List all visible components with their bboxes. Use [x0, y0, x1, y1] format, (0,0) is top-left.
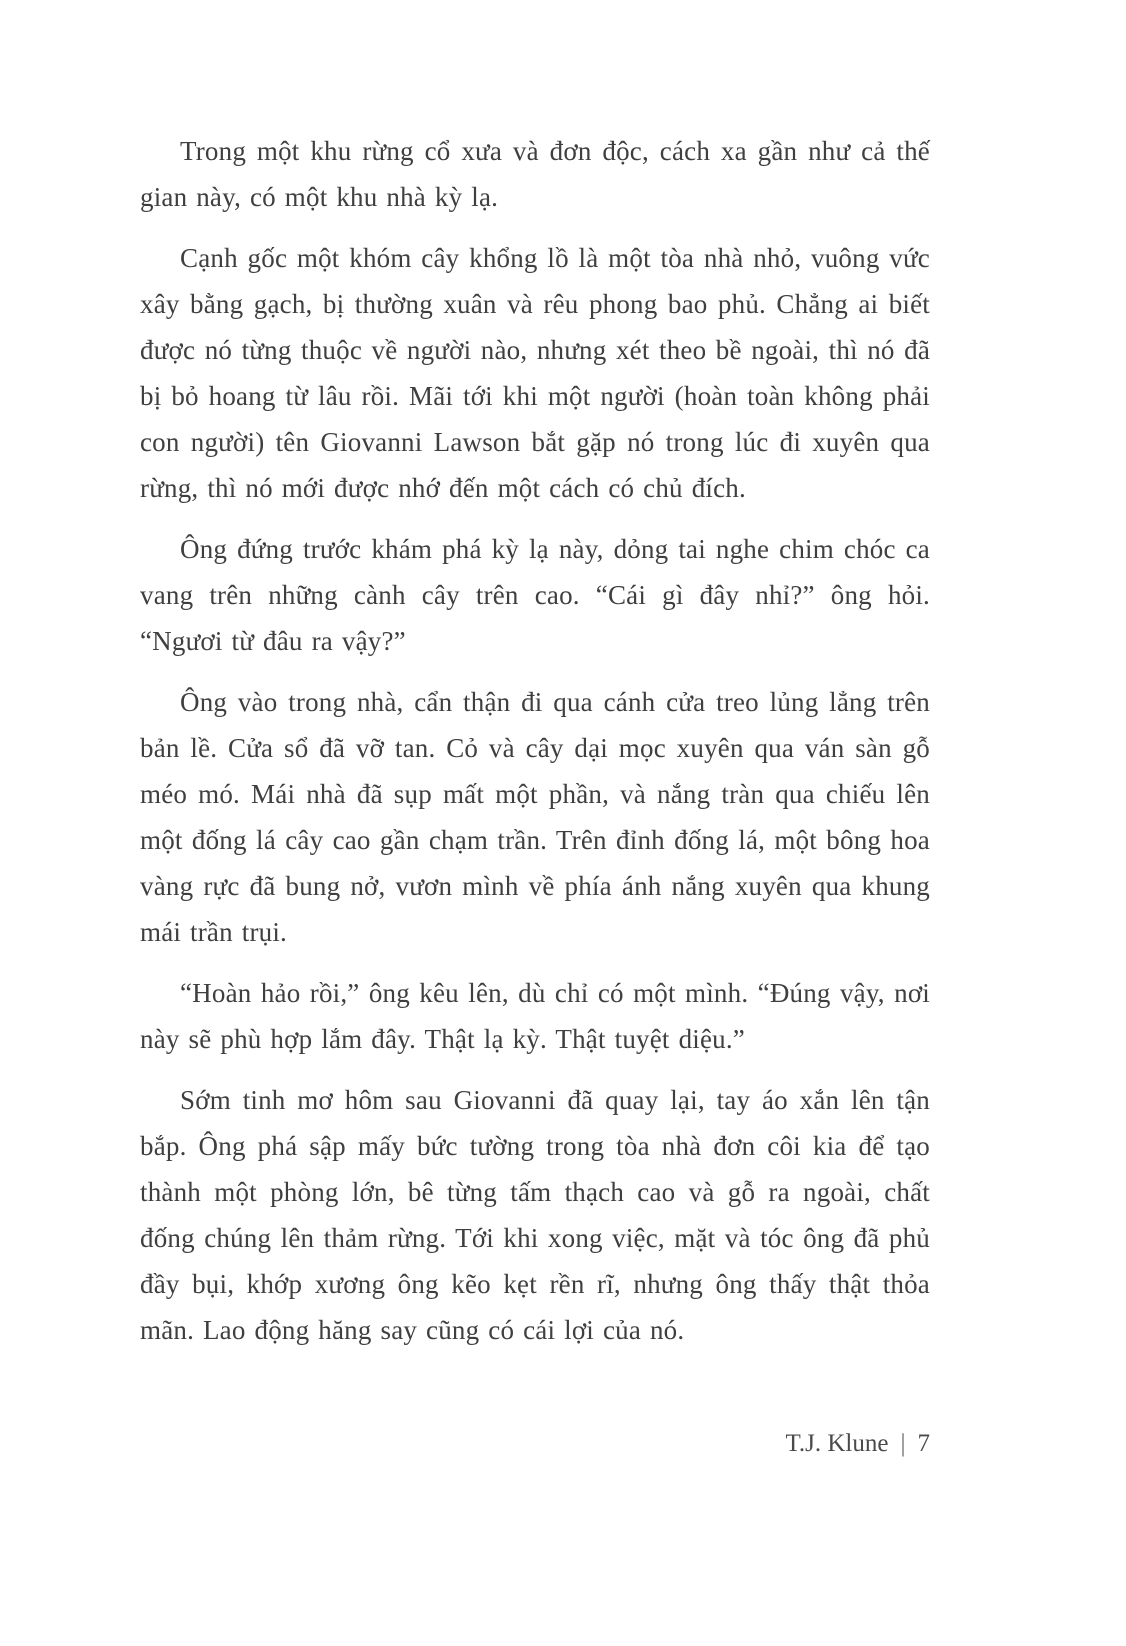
paragraph: Sớm tinh mơ hôm sau Giovanni đã quay lại, tay áo xắn lên tận bắp. Ông phá sập mấy bức tường trong tòa nhà đơn côi kia để tạo thành một phòng lớn, bê từng tấm thạch cao và gỗ ra ngoài, chất đống chúng lên thảm rừng. Tới khi xong việc, mặt và tóc ông đã phủ đầy bụi, khớp xương ông kẽo kẹt rền rĩ, nhưng ông thấy thật thỏa mãn. Lao động hăng say cũng có cái lợi của nó.	[140, 1085, 930, 1345]
page-footer	[140, 1430, 930, 1458]
page-body-text	[140, 128, 930, 1368]
footer-page-number: 7	[917, 1430, 930, 1457]
paragraph: “Hoàn hảo rồi,” ông kêu lên, dù chỉ có một mình. “Đúng vậy, nơi này sẽ phù hợp lắm đây. Thật lạ kỳ. Thật tuyệt diệu.”	[140, 978, 930, 1054]
paragraph: Cạnh gốc một khóm cây khổng lồ là một tòa nhà nhỏ, vuông vức xây bằng gạch, bị thường xuân và rêu phong bao phủ. Chẳng ai biết được nó từng thuộc về người nào, nhưng xét theo bề ngoài, thì nó đã bị bỏ hoang từ lâu rồi. Mãi tới khi một người (hoàn toàn không phải con người) tên Giovanni Lawson bắt gặp nó trong lúc đi xuyên qua rừng, thì nó mới được nhớ đến một cách có chủ đích.	[140, 243, 930, 503]
paragraph: Trong một khu rừng cổ xưa và đơn độc, cách xa gần như cả thế gian này, có một khu nhà kỳ lạ.	[140, 136, 930, 212]
paragraph: Ông đứng trước khám phá kỳ lạ này, dỏng tai nghe chim chóc ca vang trên những cành cây trên cao. “Cái gì đây nhỉ?” ông hỏi. “Ngươi từ đâu ra vậy?”	[140, 534, 930, 656]
paragraph: Ông vào trong nhà, cẩn thận đi qua cánh cửa treo lủng lẳng trên bản lề. Cửa sổ đã vỡ tan. Cỏ và cây dại mọc xuyên qua ván sàn gỗ méo mó. Mái nhà đã sụp mất một phần, và nắng tràn qua chiếu lên một đống lá cây cao gần chạm trần. Trên đỉnh đống lá, một bông hoa vàng rực đã bung nở, vươn mình về phía ánh nắng xuyên qua khung mái trần trụi.	[140, 687, 930, 947]
footer-separator: |	[900, 1430, 906, 1457]
footer-author: T.J. Klune	[785, 1430, 889, 1457]
